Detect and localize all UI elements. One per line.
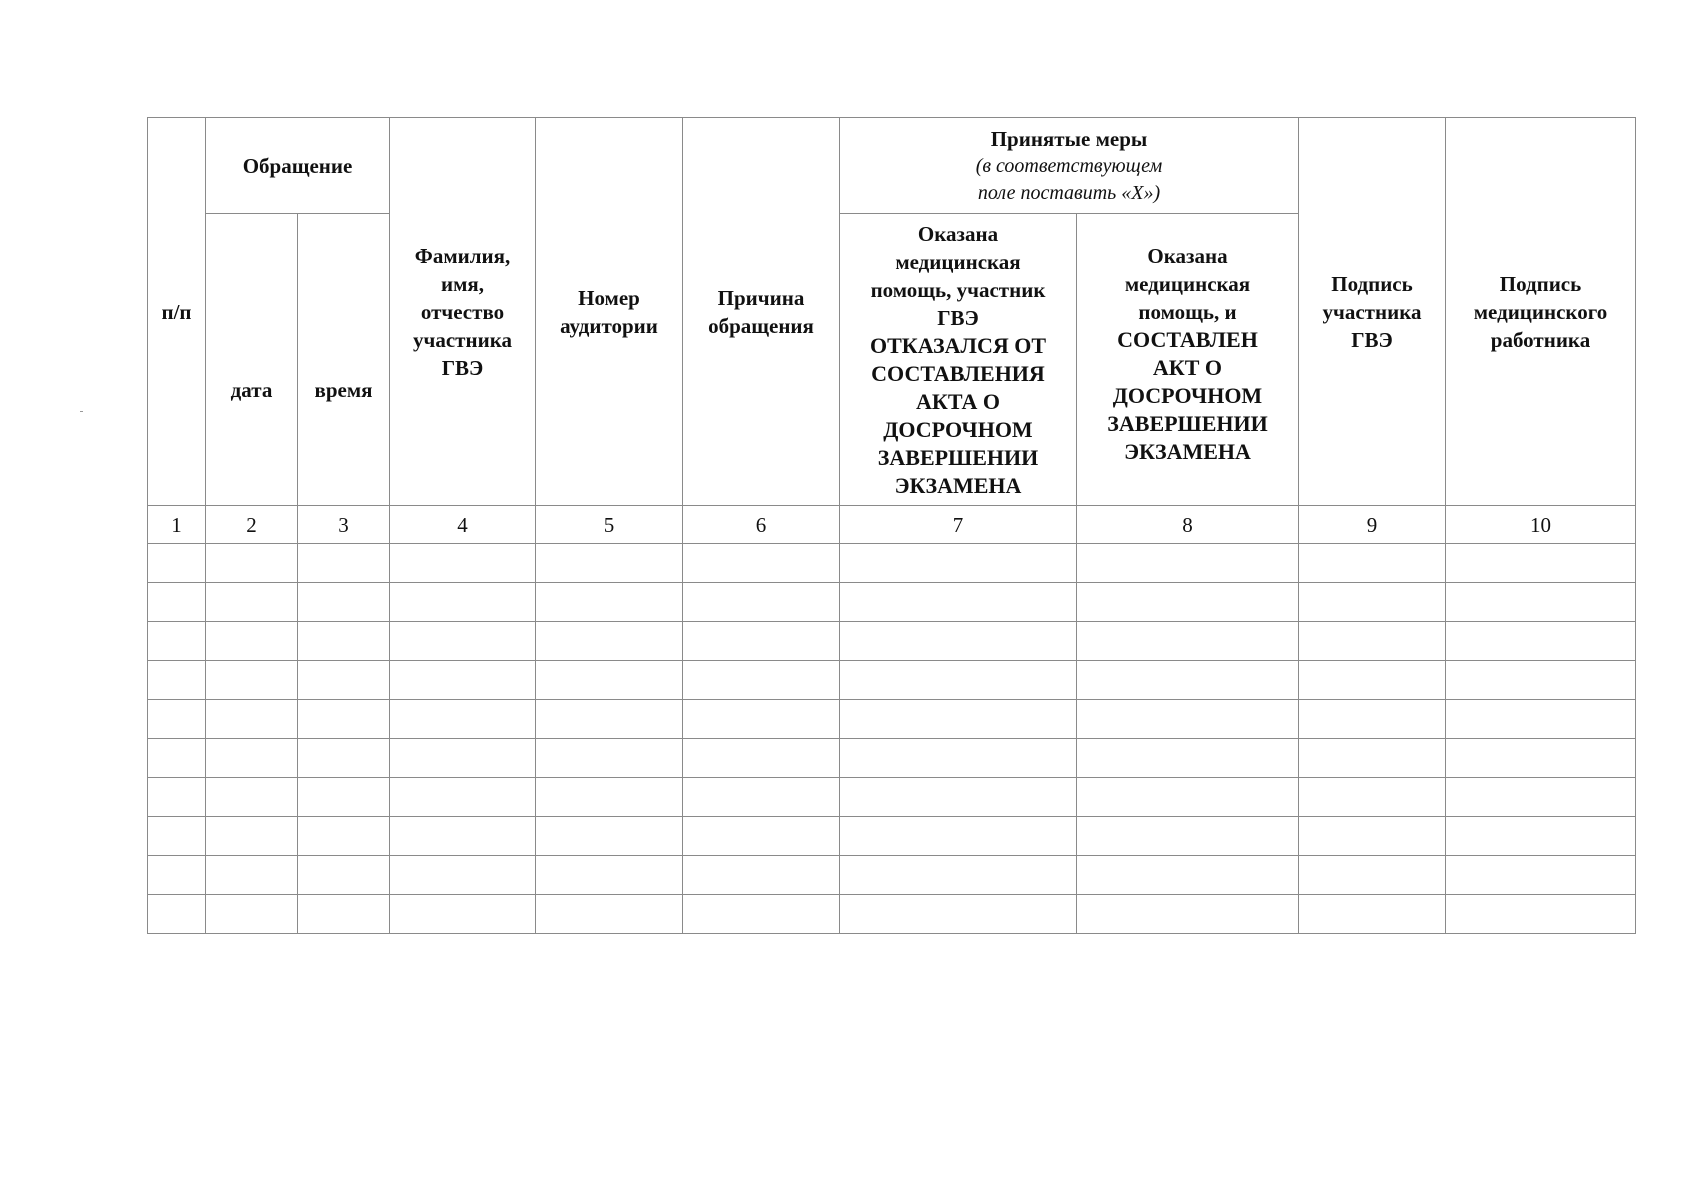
table-cell[interactable] (390, 817, 536, 856)
table-cell[interactable] (536, 700, 683, 739)
table-cell[interactable] (1446, 739, 1636, 778)
header-pp: п/п (148, 118, 206, 506)
column-number: 2 (206, 506, 298, 544)
table-cell[interactable] (1446, 778, 1636, 817)
table-cell[interactable] (840, 622, 1077, 661)
table-row (148, 778, 1636, 817)
table-row (148, 856, 1636, 895)
header-vremya: время (298, 214, 390, 506)
table-cell[interactable] (206, 700, 298, 739)
table-cell[interactable] (683, 622, 840, 661)
table-cell[interactable] (390, 739, 536, 778)
medical-aid-log-table (147, 117, 1636, 934)
table-cell[interactable] (840, 661, 1077, 700)
table-cell[interactable] (298, 583, 390, 622)
table-cell[interactable] (1077, 895, 1299, 934)
column-number: 5 (536, 506, 683, 544)
table-cell[interactable] (390, 661, 536, 700)
table-row (148, 739, 1636, 778)
table-row (148, 622, 1636, 661)
table-cell[interactable] (298, 739, 390, 778)
table-cell[interactable] (1299, 895, 1446, 934)
table-cell[interactable] (390, 778, 536, 817)
table-cell[interactable] (206, 622, 298, 661)
table-cell[interactable] (148, 895, 206, 934)
table-cell[interactable] (390, 544, 536, 583)
table-cell[interactable] (148, 739, 206, 778)
header-fio: Фамилия, имя, отчество участника ГВЭ (390, 118, 536, 506)
table-cell[interactable] (1299, 544, 1446, 583)
table-cell[interactable] (840, 817, 1077, 856)
table-cell[interactable] (536, 544, 683, 583)
table-cell[interactable] (1299, 700, 1446, 739)
table-row (148, 583, 1636, 622)
table-cell[interactable] (1299, 661, 1446, 700)
table-cell[interactable] (1299, 778, 1446, 817)
table-cell[interactable] (148, 622, 206, 661)
column-number: 8 (1077, 506, 1299, 544)
table-cell[interactable] (390, 856, 536, 895)
column-number: 7 (840, 506, 1077, 544)
table-cell[interactable] (1077, 778, 1299, 817)
header-podpis-uchastnika: Подпись участника ГВЭ (1299, 118, 1446, 506)
table-cell[interactable] (536, 778, 683, 817)
header-podpis-med: Подпись медицинского работника (1446, 118, 1636, 506)
table-cell[interactable] (840, 544, 1077, 583)
column-number: 1 (148, 506, 206, 544)
table-cell[interactable] (298, 856, 390, 895)
table-cell[interactable] (206, 583, 298, 622)
table-cell[interactable] (206, 739, 298, 778)
table-cell[interactable] (536, 817, 683, 856)
table-cell[interactable] (148, 544, 206, 583)
table-cell[interactable] (840, 778, 1077, 817)
column-number: 4 (390, 506, 536, 544)
column-number: 10 (1446, 506, 1636, 544)
table-cell[interactable] (840, 856, 1077, 895)
table-cell[interactable] (298, 661, 390, 700)
table-cell[interactable] (536, 895, 683, 934)
table-row (148, 895, 1636, 934)
table-cell[interactable] (1077, 583, 1299, 622)
table-cell[interactable] (840, 895, 1077, 934)
table-cell[interactable] (683, 544, 840, 583)
table-cell[interactable] (1446, 700, 1636, 739)
table-cell[interactable] (148, 817, 206, 856)
table-cell[interactable] (683, 856, 840, 895)
table-cell[interactable] (683, 778, 840, 817)
table-cell[interactable] (206, 817, 298, 856)
table-cell[interactable] (148, 778, 206, 817)
table-cell[interactable] (1446, 895, 1636, 934)
table-cell[interactable] (1446, 856, 1636, 895)
table-cell[interactable] (840, 583, 1077, 622)
table-cell[interactable] (1077, 856, 1299, 895)
table-cell[interactable] (1077, 661, 1299, 700)
table-cell[interactable] (840, 739, 1077, 778)
table-cell[interactable] (298, 544, 390, 583)
table-cell[interactable] (683, 739, 840, 778)
table-row (148, 817, 1636, 856)
table-cell[interactable] (298, 817, 390, 856)
table-cell[interactable] (536, 739, 683, 778)
table-cell[interactable] (1299, 583, 1446, 622)
table-cell[interactable] (1299, 817, 1446, 856)
table-cell[interactable] (390, 583, 536, 622)
table-cell[interactable] (536, 583, 683, 622)
table-cell[interactable] (390, 700, 536, 739)
header-prichina: Причина обращения (683, 118, 840, 506)
column-number-row (148, 506, 1636, 544)
column-number: 6 (683, 506, 840, 544)
table-cell[interactable] (1446, 622, 1636, 661)
column-number: 9 (1299, 506, 1446, 544)
table-cell[interactable] (206, 661, 298, 700)
table-cell[interactable] (390, 622, 536, 661)
header-data: дата (206, 214, 298, 506)
table-cell[interactable] (840, 700, 1077, 739)
table-cell[interactable] (683, 817, 840, 856)
table-cell[interactable] (1077, 700, 1299, 739)
table-cell[interactable] (1299, 856, 1446, 895)
table-cell[interactable] (683, 583, 840, 622)
column-number: 3 (298, 506, 390, 544)
table-cell[interactable] (206, 895, 298, 934)
header-col8-act-drawn: Оказана медицинская помощь, и СОСТАВЛЕН АКТ О ДОСРОЧНОМ ЗАВЕРШЕНИИ ЭКЗАМЕНА (1077, 214, 1299, 506)
table-cell[interactable] (1446, 544, 1636, 583)
table-cell[interactable] (1077, 739, 1299, 778)
table-cell[interactable] (206, 778, 298, 817)
table-cell[interactable] (148, 661, 206, 700)
table-cell[interactable] (1077, 622, 1299, 661)
table-cell[interactable] (1299, 622, 1446, 661)
table-row (148, 661, 1636, 700)
scan-speck (80, 411, 83, 412)
table-cell[interactable] (536, 661, 683, 700)
header-obrashchenie: Обращение (206, 118, 390, 214)
table-cell[interactable] (206, 544, 298, 583)
table-cell[interactable] (1077, 817, 1299, 856)
table-cell[interactable] (390, 895, 536, 934)
table-cell[interactable] (298, 778, 390, 817)
table-cell[interactable] (1446, 661, 1636, 700)
table-cell[interactable] (206, 856, 298, 895)
table-cell[interactable] (536, 622, 683, 661)
table-cell[interactable] (1446, 583, 1636, 622)
table-cell[interactable] (536, 856, 683, 895)
table-row (148, 544, 1636, 583)
table-cell[interactable] (298, 700, 390, 739)
table-cell[interactable] (1446, 817, 1636, 856)
header-col7-refused-act: Оказана медицинская помощь, участник ГВЭ ОТКАЗАЛСЯ ОТ СОСТАВЛЕНИЯ АКТА О ДОСРОЧНОМ ЗАВЕРШЕНИИ ЭКЗАМЕНА (840, 214, 1077, 506)
table-cell[interactable] (683, 895, 840, 934)
table-cell[interactable] (148, 583, 206, 622)
table-cell[interactable] (683, 661, 840, 700)
table-cell[interactable] (148, 856, 206, 895)
table-row (148, 700, 1636, 739)
table-cell[interactable] (1077, 544, 1299, 583)
table-cell[interactable] (1299, 739, 1446, 778)
header-auditoriya: Номер аудитории (536, 118, 683, 506)
table-cell[interactable] (298, 622, 390, 661)
table-cell[interactable] (148, 700, 206, 739)
table-cell[interactable] (298, 895, 390, 934)
table-cell[interactable] (683, 700, 840, 739)
header-prinyatye-mery: Принятые меры (в соответствующем поле поставить «X») (840, 118, 1299, 214)
